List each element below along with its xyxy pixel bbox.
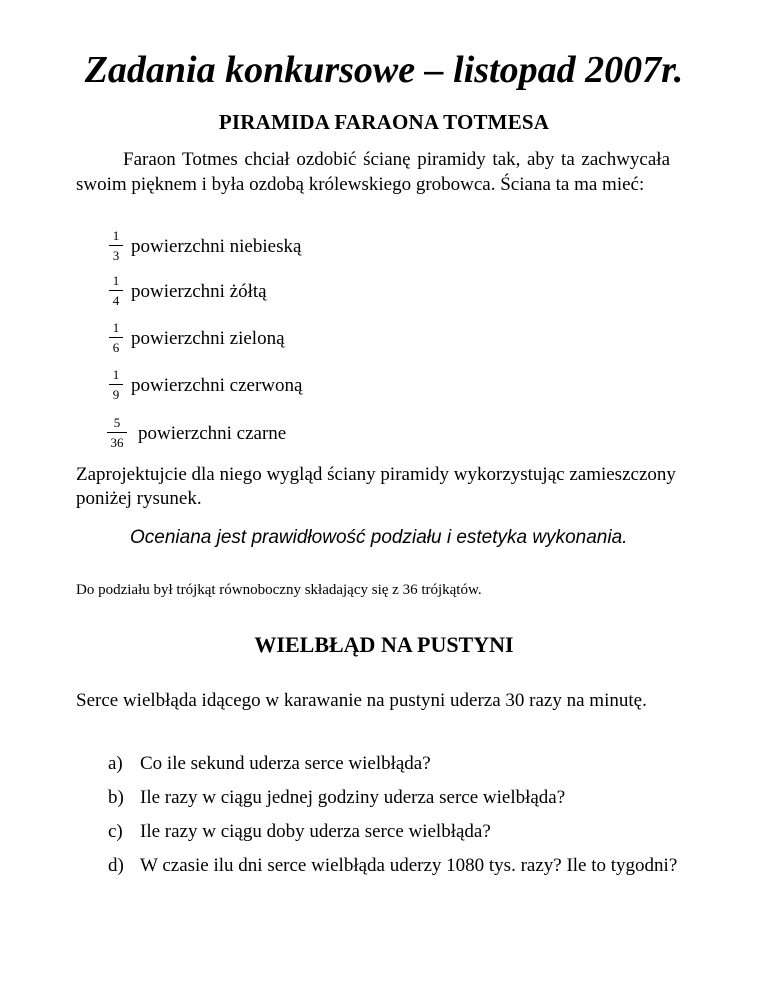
- question-text: Ile razy w ciągu doby uderza serce wielbłąda?: [140, 821, 491, 842]
- division-note: Do podziału był trójkąt równoboczny składający się z 36 trójkątów.: [76, 582, 482, 598]
- fraction-denominator: 4: [112, 293, 120, 308]
- fraction-label: powierzchni niebieską: [131, 236, 302, 257]
- question-letter: c): [108, 821, 123, 842]
- grading-note: Oceniana jest prawidłowość podziału i estetyka wykonania.: [130, 527, 628, 548]
- fraction-bar: [109, 384, 123, 385]
- fraction-label: powierzchni czerwoną: [131, 375, 303, 396]
- question-item: [108, 815, 708, 849]
- document-title: Zadania konkursowe – listopad 2007r.: [84, 49, 684, 91]
- pyramid-intro: [76, 147, 670, 197]
- fraction-label: powierzchni żółtą: [131, 281, 267, 302]
- fraction: [108, 368, 124, 402]
- question-item: [108, 781, 708, 815]
- fraction: [106, 416, 128, 450]
- section-heading-camel: WIELBŁĄD NA PUSTYNI: [254, 632, 514, 657]
- question-list: [108, 747, 708, 883]
- pyramid-intro-text: Faraon Totmes chciał ozdobić ścianę piramidy tak, aby ta zachwycała swoim pięknem i była ozdobą królewskiego grobowca. Ściana ta ma mieć:: [76, 149, 670, 195]
- fraction-label: powierzchni zieloną: [131, 328, 285, 349]
- fraction-denominator: 36: [110, 435, 124, 450]
- fraction-denominator: 3: [112, 248, 120, 263]
- camel-intro: Serce wielbłąda idącego w karawanie na pustyni uderza 30 razy na minutę.: [76, 690, 647, 711]
- fraction-denominator: 9: [112, 387, 120, 402]
- fraction-numerator: 1: [112, 367, 120, 382]
- question-letter: b): [108, 787, 124, 808]
- question-text: Co ile sekund uderza serce wielbłąda?: [140, 753, 431, 774]
- question-text: Ile razy w ciągu jednej godziny uderza serce wielbłąda?: [140, 787, 566, 808]
- fraction-numerator: 1: [112, 273, 120, 288]
- question-item: [108, 849, 708, 883]
- fraction: [108, 229, 124, 263]
- fraction-label: powierzchni czarne: [138, 423, 287, 444]
- fraction-numerator: 5: [113, 415, 121, 430]
- question-text: W czasie ilu dni serce wielbłąda uderzy 1080 tys. razy? Ile to tygodni?: [140, 855, 678, 876]
- pyramid-task: Zaprojektujcie dla niego wygląd ściany piramidy wykorzystując zamieszczony poniżej rysunek.: [76, 464, 676, 509]
- question-letter: d): [108, 855, 124, 876]
- question-letter: a): [108, 753, 123, 774]
- fraction: [108, 274, 124, 308]
- fraction-bar: [109, 290, 123, 291]
- fraction-bar: [109, 245, 123, 246]
- fraction-denominator: 6: [112, 340, 120, 355]
- question-item: [108, 747, 708, 781]
- fraction-bar: [109, 337, 123, 338]
- section-heading-pyramid: PIRAMIDA FARAONA TOTMESA: [218, 110, 550, 134]
- fraction-numerator: 1: [112, 320, 120, 335]
- fraction-bar: [107, 432, 127, 433]
- fraction-numerator: 1: [112, 228, 120, 243]
- fraction: [108, 321, 124, 355]
